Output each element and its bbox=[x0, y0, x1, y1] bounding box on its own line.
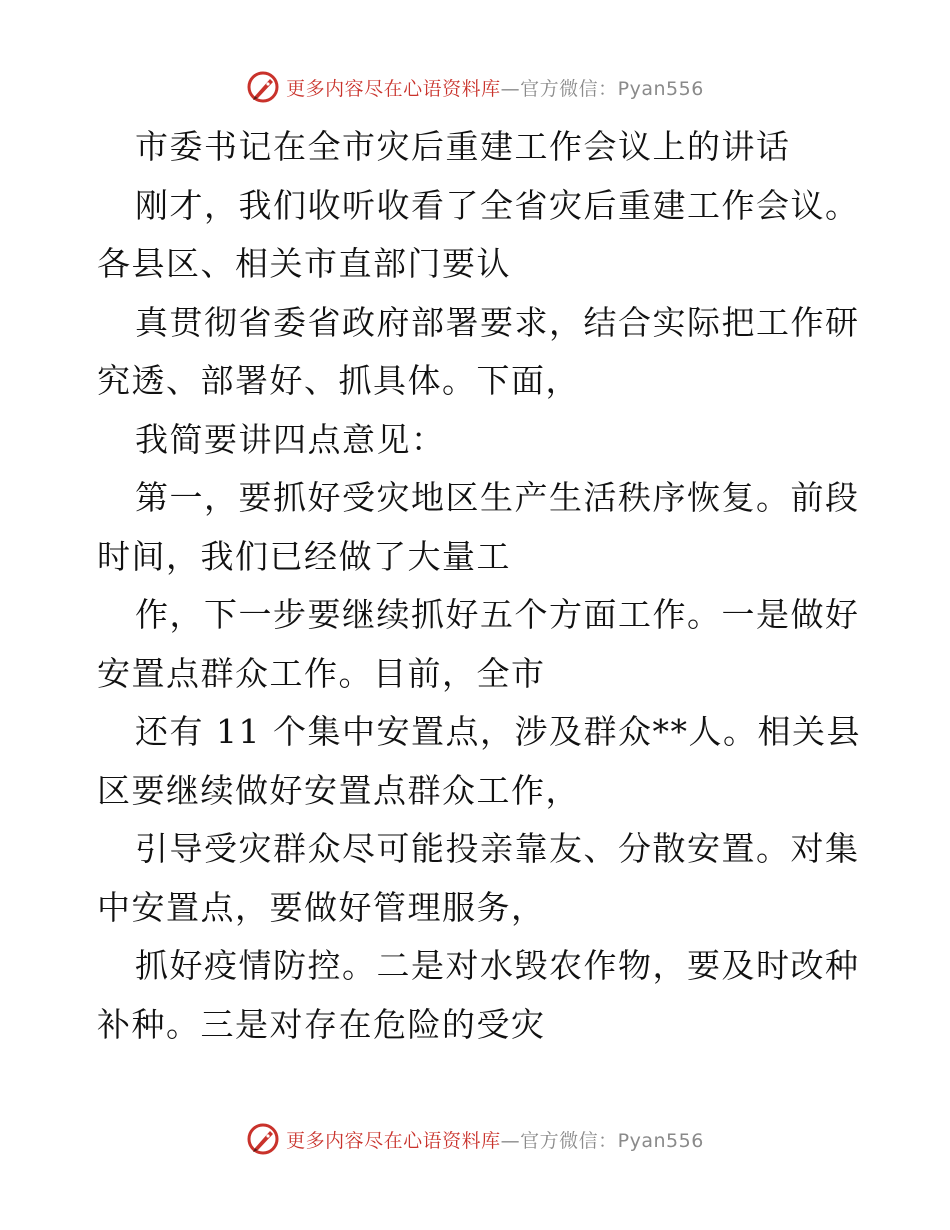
paragraph-line: 区要继续做好安置点群众工作， bbox=[97, 770, 580, 810]
quill-pen-circle-icon bbox=[246, 1122, 280, 1156]
paragraph-line: 安置点群众工作。目前，全市 bbox=[97, 653, 546, 693]
paragraph-line: 还有 11 个集中安置点，涉及群众**人。相关县 bbox=[135, 712, 861, 751]
paragraph-line: 引导受灾群众尽可能投亲靠友、分散安置。对集 bbox=[135, 829, 860, 868]
paragraph-line: 刚才，我们收听收看了全省灾后重建工作会议。 bbox=[135, 185, 860, 225]
paragraph-line: 我简要讲四点意见： bbox=[135, 419, 446, 459]
quill-pen-circle-icon bbox=[246, 70, 280, 104]
paragraph-line: 真贯彻省委省政府部署要求，结合实际把工作研 bbox=[135, 302, 860, 342]
header-watermark bbox=[0, 70, 950, 104]
paragraph-line: 究透、部署好、抓具体。下面， bbox=[97, 361, 580, 400]
paragraph-line: 补种。三是对存在危险的受灾 bbox=[97, 1004, 546, 1044]
paragraph-line: 抓好疫情防控。二是对水毁农作物，要及时改种 bbox=[135, 946, 860, 985]
footer-watermark bbox=[0, 1122, 950, 1156]
document-title: 市委书记在全市灾后重建工作会议上的讲话 bbox=[135, 127, 791, 166]
watermark-contact-text: 官方微信：Pyan556 bbox=[520, 77, 704, 100]
watermark-brand-text: 更多内容尽在心语资料库 bbox=[286, 1129, 501, 1152]
watermark-separator: — bbox=[500, 1129, 521, 1152]
watermark-separator: — bbox=[500, 77, 521, 100]
watermark-brand-text: 更多内容尽在心语资料库 bbox=[286, 77, 501, 100]
paragraph-line: 作，下一步要继续抓好五个方面工作。一是做好 bbox=[135, 595, 860, 634]
document-body bbox=[97, 118, 861, 1054]
watermark-contact-text: 官方微信：Pyan556 bbox=[520, 1129, 704, 1152]
paragraph-line: 各县区、相关市直部门要认 bbox=[97, 244, 511, 283]
paragraph-line: 第一，要抓好受灾地区生产生活秩序恢复。前段 bbox=[135, 478, 860, 517]
paragraph-line: 中安置点，要做好管理服务， bbox=[97, 887, 546, 927]
paragraph-line: 时间，我们已经做了大量工 bbox=[97, 536, 511, 576]
